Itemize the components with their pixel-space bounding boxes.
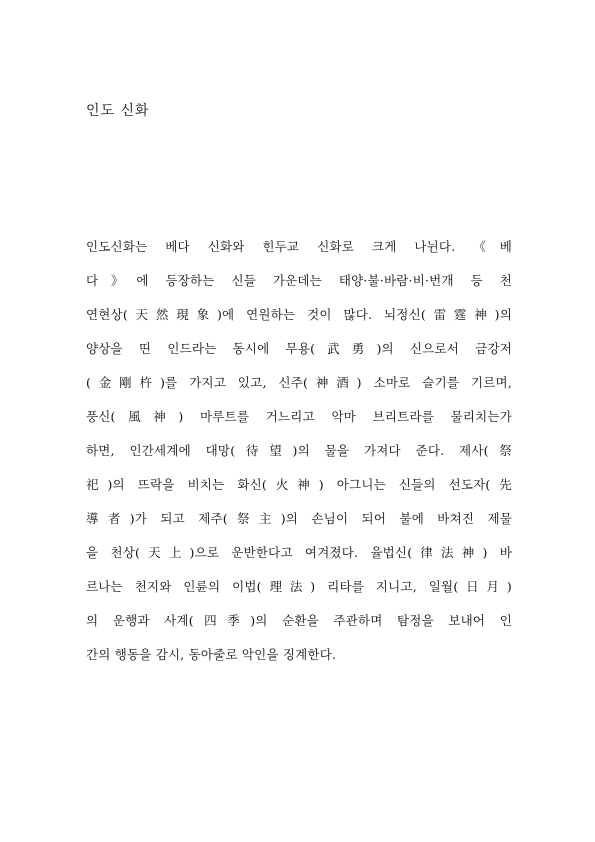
- paragraph-line: 하면, 인간세계에 대망(待望)의 물을 가져다 준다. 제사(祭: [86, 443, 512, 458]
- paragraph-line: 祀)의 뜨락을 비치는 화신(火神) 아그니는 신들의 선도자(先: [86, 477, 512, 492]
- paragraph-line: 간의 행동을 감시, 동아줄로 악인을 징계한다.: [86, 647, 337, 662]
- paragraph-line: 을 천상(天上)으로 운반한다고 여겨졌다. 율법신(律法神) 바: [86, 545, 512, 560]
- document-title: 인도 신화: [86, 103, 150, 119]
- paragraph-line: 양상을 띤 인드라는 동시에 무용(武勇)의 신으로서 금강저: [86, 341, 512, 356]
- paragraph-line: 導者)가 되고 제주(祭主)의 손님이 되어 불에 바쳐진 제물: [86, 511, 512, 526]
- paragraph-line: 연현상(天然現象)에 연원하는 것이 많다. 뇌정신(雷霆神)의: [86, 307, 512, 322]
- paragraph-line: 다》에 등장하는 신들 가운데는 태양·불·바람·비·번개 등 천: [86, 273, 512, 288]
- paragraph-line: (金剛杵)를 가지고 있고, 신주(神酒) 소마로 슬기를 기르며,: [86, 375, 512, 390]
- paragraph-line: 풍신(風神) 마루트를 거느리고 악마 브리트라를 물리치는가: [86, 409, 512, 424]
- body-paragraph: [86, 238, 512, 680]
- paragraph-line: 의 운행과 사계(四季)의 순환을 주관하며 탐정을 보내어 인: [86, 613, 512, 628]
- paragraph-line: 르나는 천지와 인륜의 이법(理法) 리타를 지니고, 일월(日月): [86, 579, 512, 594]
- paragraph-line: 인도신화는 베다 신화와 힌두교 신화로 크게 나뉜다. 《베: [86, 239, 512, 254]
